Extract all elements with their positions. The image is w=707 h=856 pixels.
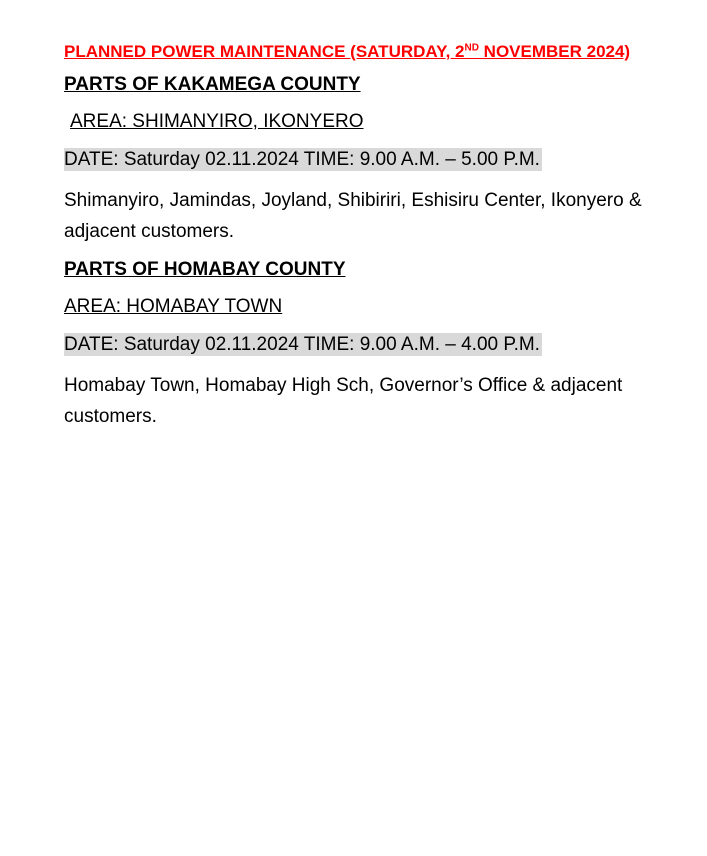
county-heading: PARTS OF KAKAMEGA COUNTY bbox=[64, 74, 361, 95]
title-text-end: NOVEMBER 2024) bbox=[478, 42, 631, 61]
area-heading: AREA: HOMABAY TOWN bbox=[64, 296, 283, 317]
date-time-text: DATE: Saturday 02.11.2024 TIME: 9.00 A.M. – 5.00 P.M. bbox=[64, 149, 540, 170]
date-time-line bbox=[64, 331, 644, 359]
affected-areas-text: Shimanyiro, Jamindas, Joyland, Shibiriri, Eshisiru Center, Ikonyero & adjacent customers. bbox=[64, 190, 642, 242]
document-page bbox=[64, 38, 644, 442]
section-kakamega bbox=[64, 72, 644, 247]
document-title bbox=[64, 38, 644, 66]
county-heading: PARTS OF HOMABAY COUNTY bbox=[64, 259, 346, 280]
area-heading: AREA: SHIMANYIRO, IKONYERO bbox=[70, 111, 364, 132]
section-homabay bbox=[64, 257, 644, 432]
date-time-line bbox=[64, 146, 644, 174]
title-text-start: PLANNED POWER MAINTENANCE (SATURDAY, 2 bbox=[64, 42, 465, 61]
title-ordinal-suffix: ND bbox=[464, 42, 479, 54]
date-time-text: DATE: Saturday 02.11.2024 TIME: 9.00 A.M. – 4.00 P.M. bbox=[64, 334, 540, 355]
affected-areas-text: Homabay Town, Homabay High Sch, Governor’s Office & adjacent customers. bbox=[64, 375, 623, 427]
